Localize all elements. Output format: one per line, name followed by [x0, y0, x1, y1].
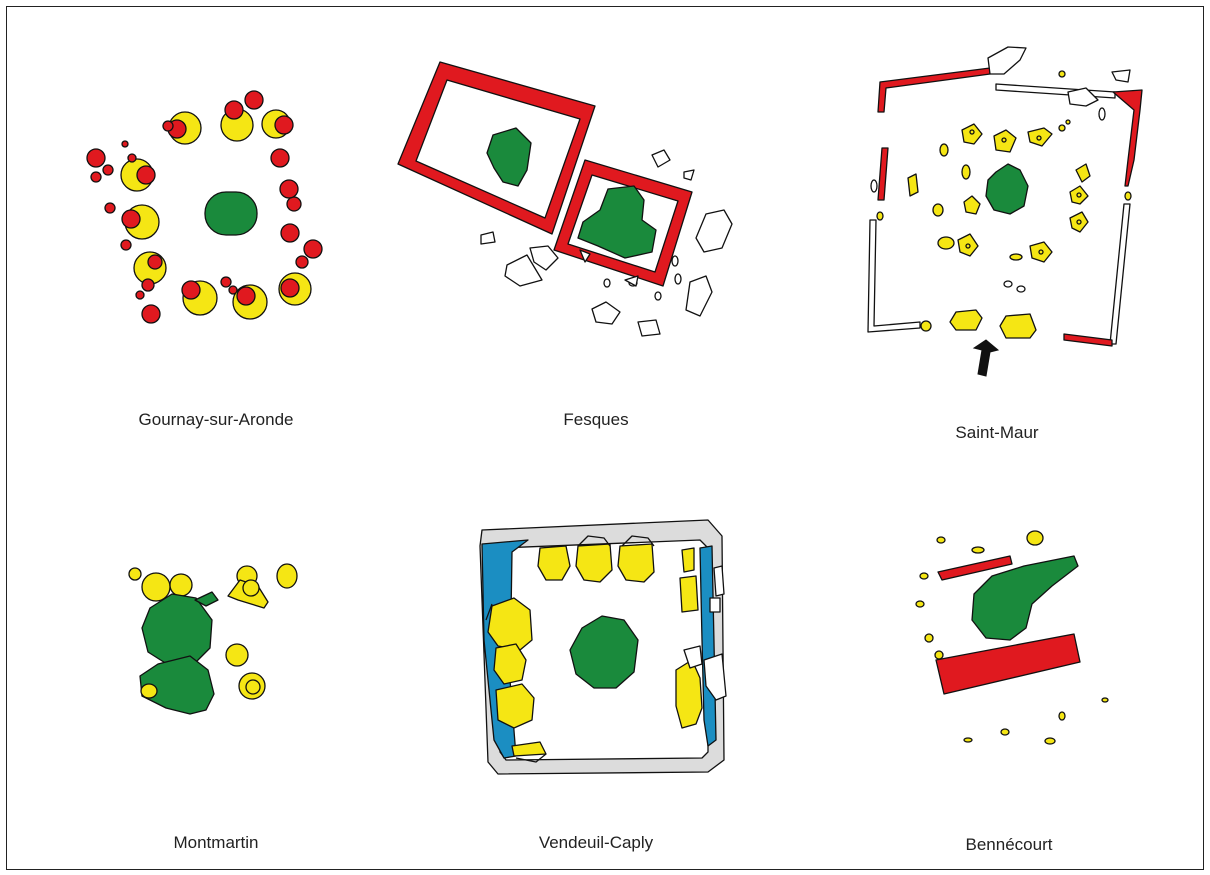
- pit: [940, 144, 948, 156]
- pit: [496, 684, 534, 728]
- montmartin-central-pit-upper: [142, 594, 212, 666]
- pit: [962, 165, 970, 179]
- post-hole: [163, 121, 173, 131]
- pit: [142, 573, 170, 601]
- bennecourt-ditch-lower: [936, 634, 1080, 694]
- post-hole: [142, 305, 160, 323]
- caption-bennecourt: Bennécourt: [965, 835, 1053, 854]
- saint-maur-central-pit: [986, 164, 1028, 214]
- pit: [618, 544, 654, 582]
- post-hole: [225, 101, 243, 119]
- pit: [937, 537, 945, 543]
- post-hole: [281, 279, 299, 297]
- pit: [1102, 698, 1108, 702]
- post-hole: [221, 277, 231, 287]
- post-hole: [122, 210, 140, 228]
- wall-segment: [878, 148, 888, 200]
- post-hole: [136, 291, 144, 299]
- pit: [512, 742, 546, 756]
- feature: [714, 566, 724, 596]
- feature: [710, 598, 720, 612]
- pit: [226, 644, 248, 666]
- feature: [684, 170, 694, 180]
- pit: [129, 568, 141, 580]
- pit: [966, 244, 970, 248]
- pit: [1039, 250, 1043, 254]
- plan-gournay-sur-aronde: [87, 91, 322, 323]
- pit: [964, 738, 972, 742]
- wall-segment: [1064, 334, 1112, 346]
- wall-segment: [1099, 108, 1105, 120]
- pit: [1001, 729, 1009, 735]
- pit: [935, 651, 943, 659]
- post-hole: [122, 141, 128, 147]
- pit: [538, 546, 570, 580]
- pit: [243, 580, 259, 596]
- caption-fesques: Fesques: [563, 410, 629, 429]
- montmartin-pit-inner: [141, 684, 157, 698]
- post-hole: [148, 255, 162, 269]
- pit: [921, 321, 931, 331]
- saint-maur-entrance-arrow: [974, 340, 998, 376]
- feature: [672, 256, 678, 266]
- post-hole: [137, 166, 155, 184]
- feature: [696, 210, 732, 252]
- pit: [1027, 531, 1043, 545]
- pit: [938, 237, 954, 249]
- wall-segment: [868, 220, 920, 332]
- wall-segment: [878, 68, 990, 112]
- post-hole: [229, 286, 237, 294]
- pit: [488, 598, 532, 650]
- post-hole: [182, 281, 200, 299]
- feature: [638, 320, 660, 336]
- pit: [916, 601, 924, 607]
- feature: [652, 150, 670, 167]
- pit: [682, 548, 694, 572]
- post-hole: [245, 91, 263, 109]
- feature: [604, 279, 610, 287]
- post-hole: [281, 224, 299, 242]
- caption-montmartin: Montmartin: [173, 833, 259, 852]
- pit: [576, 544, 612, 582]
- pit: [933, 204, 943, 216]
- wall-segment: [1112, 70, 1130, 82]
- pit: [1037, 136, 1041, 140]
- pit: [1002, 138, 1006, 142]
- pit: [1059, 712, 1065, 720]
- pit: [920, 573, 928, 579]
- feature: [1017, 286, 1025, 292]
- pit: [1077, 220, 1081, 224]
- pit: [1076, 164, 1090, 182]
- pit: [970, 130, 974, 134]
- wall-segment: [996, 84, 1115, 98]
- pit: [972, 547, 984, 553]
- feature: [655, 292, 661, 300]
- gournay-central-pit: [205, 192, 257, 235]
- pit: [1059, 71, 1065, 77]
- pit: [1125, 192, 1131, 200]
- post-hole: [271, 149, 289, 167]
- wall-segment: [871, 180, 877, 192]
- plan-fesques: [398, 62, 732, 336]
- post-hole: [275, 116, 293, 134]
- pit: [1045, 738, 1055, 744]
- pit: [1059, 125, 1065, 131]
- plan-saint-maur: [868, 47, 1142, 376]
- pit: [246, 680, 260, 694]
- post-hole: [296, 256, 308, 268]
- post-hole: [280, 180, 298, 198]
- pit: [877, 212, 883, 220]
- pit: [170, 574, 192, 596]
- wall-segment: [1113, 90, 1142, 186]
- feature: [592, 302, 620, 324]
- wall-segment: [988, 47, 1026, 74]
- post-hole: [237, 287, 255, 305]
- post-hole: [287, 197, 301, 211]
- pit: [908, 174, 918, 196]
- feature: [1004, 281, 1012, 287]
- post-hole: [105, 203, 115, 213]
- pit: [925, 634, 933, 642]
- post-hole: [87, 149, 105, 167]
- pit: [1066, 120, 1070, 124]
- pit: [676, 660, 702, 728]
- wall-segment: [1110, 204, 1130, 344]
- pit: [1000, 314, 1036, 338]
- caption-gournay-sur-aronde: Gournay-sur-Aronde: [138, 410, 294, 429]
- post-hole: [121, 240, 131, 250]
- feature: [481, 232, 495, 244]
- vendeuil-central-pit: [570, 616, 638, 688]
- caption-vendeuil-caply: Vendeuil-Caply: [538, 833, 654, 852]
- plan-vendeuil-caply: [480, 520, 726, 774]
- pit: [1010, 254, 1022, 260]
- pit: [680, 576, 698, 612]
- pit: [964, 196, 980, 214]
- post-hole: [91, 172, 101, 182]
- caption-saint-maur: Saint-Maur: [955, 423, 1039, 442]
- pit: [1077, 193, 1081, 197]
- plan-montmartin: [129, 564, 297, 714]
- pit: [950, 310, 982, 330]
- plan-bennecourt: [916, 531, 1108, 744]
- saint-maur-small-features: [1004, 281, 1025, 292]
- post-hole: [304, 240, 322, 258]
- feature: [686, 276, 712, 316]
- post-hole: [128, 154, 136, 162]
- post-hole: [142, 279, 154, 291]
- pit: [277, 564, 297, 588]
- feature: [675, 274, 681, 284]
- post-hole: [103, 165, 113, 175]
